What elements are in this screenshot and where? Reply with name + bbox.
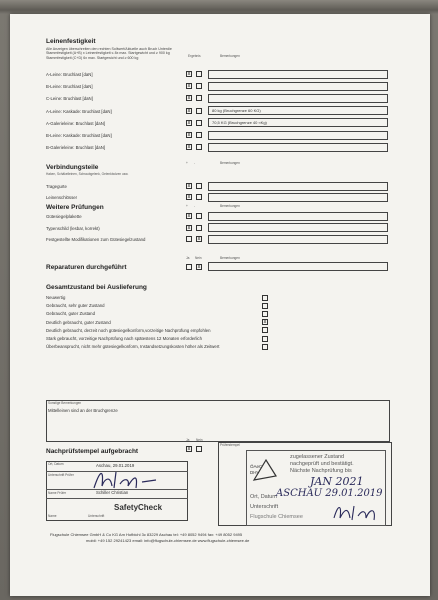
weitere-nok-checkbox[interactable]: x: [197, 236, 201, 242]
leinen-row-checkbox-2[interactable]: [196, 144, 202, 150]
sonstige-bemerkungen-box[interactable]: [46, 400, 390, 442]
stamp-signature: [330, 500, 390, 524]
leinen-row-remark-field[interactable]: [208, 131, 388, 140]
stamp-unterschrift-label: Unterschrift: [250, 504, 279, 510]
stempel-col-nein: Nein: [196, 438, 203, 442]
leinen-row-remark-field[interactable]: [208, 94, 388, 103]
sonstige-bemerkungen-label: Sonstige Bemerkungen: [48, 401, 82, 405]
stempel-ja-checkbox[interactable]: x: [187, 446, 191, 452]
divider: [46, 498, 188, 499]
verbindung-remark-field[interactable]: [208, 182, 388, 191]
leinen-row-label: A-Leine: Kaskade: Bruchlast [daN]: [46, 108, 112, 114]
verbindung-row-label: Leinenschlösser: [46, 195, 78, 200]
reparaturen-col-nein: Nein: [195, 256, 202, 260]
leinen-row-checkbox-2[interactable]: [196, 71, 202, 77]
verbindung-row-label: Tragegurte: [46, 184, 67, 189]
footer-line2: mobil: +49 152 29241423 email: info@flugschule-chiemsee.de www.flugschule-chiemsee.de: [86, 538, 250, 543]
leinen-row-label: B-Galerieleine: Bruchlast [daN]: [46, 145, 105, 151]
weitere-remark-field[interactable]: [208, 223, 388, 232]
verbindung-remark-field[interactable]: [208, 193, 388, 202]
leinen-row-label: A-Galerieleine: Bruchlast [daN]: [46, 120, 105, 126]
stamp-line2: nachgeprüft und bestätigt.: [290, 461, 354, 467]
gesamt-row-checkbox[interactable]: [262, 327, 268, 333]
weitere-row-label: Festgestellte Modifikationen zum Gütesiegelzustand: [46, 237, 146, 242]
reparaturen-col-bemerkungen: Bemerkungen: [220, 256, 240, 260]
col-ergebnis: Ergebnis: [188, 54, 201, 58]
gesamt-row-label: Neuwertig: [46, 295, 66, 300]
name-pruefer-value: Schiller Christian: [96, 490, 129, 495]
name-label: Name: [48, 514, 57, 518]
section-title-verbindungsteile: Verbindungsteile: [46, 164, 99, 171]
inspection-form-sheet: [10, 14, 430, 596]
section-title-gesamtzustand: Gesamtzustand bei Auslieferung: [46, 284, 147, 291]
gesamt-row-checkbox[interactable]: [262, 303, 268, 309]
reparaturen-ja-checkbox[interactable]: [186, 264, 192, 270]
weitere-remark-field[interactable]: [208, 212, 388, 221]
gesamt-row-label: Deutlich gebraucht, guter Zustand: [46, 319, 111, 325]
reparaturen-col-ja: Ja: [186, 256, 190, 260]
section-title-reparaturen: Reparaturen durchgeführt: [46, 264, 127, 271]
unterschrift-pruefer-label: Unterschrift Prüfer: [48, 473, 74, 477]
verbindung-nok-checkbox[interactable]: [196, 194, 202, 200]
leinen-row-remark-field[interactable]: [208, 143, 388, 152]
leinen-row-checkbox[interactable]: x: [187, 83, 191, 90]
leinen-row-checkbox[interactable]: x: [187, 95, 191, 102]
weitere-nok-checkbox[interactable]: [196, 213, 202, 219]
gesamt-row-checkbox[interactable]: [262, 295, 268, 301]
weitere-col-bemerkungen: Bemerkungen: [220, 204, 240, 208]
leinen-row-remark: 80 kg (Bruchgrenze 60 KG): [212, 108, 261, 114]
verbindung-col-ok: +: [186, 161, 188, 165]
footer-line1: Flugschule Chiemsee GmbH & Co KG Am Hofbichl 3c 83229 Aschau tel: +49 8052 9494 fax: +49 8052 9495: [50, 532, 243, 537]
leinen-row-label: B-Leine: Kaskade: Bruchlast [daN]: [46, 133, 112, 138]
verbindung-nok-checkbox[interactable]: [196, 183, 202, 189]
weitere-remark-field[interactable]: [208, 235, 388, 244]
verbindung-col-nok: -: [194, 161, 196, 165]
gesamt-row-label: Gebraucht, guter Zustand: [46, 311, 95, 317]
verbindung-col-bemerkungen: Bemerkungen: [220, 161, 240, 165]
weitere-ok-checkbox[interactable]: [186, 236, 192, 242]
gesamt-row-label: Gebraucht, sehr guter Zustand: [46, 303, 105, 309]
leinen-row-checkbox[interactable]: x: [187, 107, 191, 114]
ort-datum-value: Aschau, 29.01.2019: [96, 463, 135, 468]
gesamt-row-checkbox[interactable]: [262, 336, 268, 342]
weitere-row-label: Typenschild (lesbar, korrekt): [46, 225, 100, 231]
leinen-row-label: A-Leine: Bruchlast [daN]: [46, 72, 93, 77]
ort-datum-label: Ort, Datum: [48, 462, 64, 466]
leinen-row-checkbox-2[interactable]: [196, 132, 202, 138]
col-bemerkungen: Bemerkungen: [220, 54, 240, 58]
weitere-row-label: Gütesiegelplakette: [46, 214, 82, 219]
gesamt-row-label: Stark gebraucht, vorzeitige Nachprüfung nach spätestens 12 Monaten erforderlich: [46, 336, 202, 341]
verbindung-ok-checkbox[interactable]: x: [187, 194, 191, 200]
stamp-line3: Nächste Nachprüfung bis: [290, 468, 352, 474]
gesamt-row-checkbox[interactable]: [262, 344, 268, 350]
leinen-row-remark: 70,5 KG (Bruchgrenze 40 ≈Kg): [212, 120, 267, 126]
weitere-col-nok: -: [194, 204, 196, 208]
reparaturen-remark-field[interactable]: [208, 262, 388, 271]
sonstige-bemerkungen-text: Mittelleinen sind an der Bruchgrenze: [48, 408, 118, 413]
stamp-ort-datum-value: ASCHAU 29.01.2019: [276, 488, 383, 499]
leinen-row-checkbox[interactable]: x: [187, 144, 191, 151]
gesamt-row-label: Deutlich gebraucht, derzeit noch gütesiegelkonform,vorzeitige Nachprüfung empfohlen: [46, 327, 211, 333]
leinen-row-checkbox-2[interactable]: [196, 120, 202, 126]
section-title-nachpruefstempel: Nachprüfstempel aufgebracht: [46, 448, 139, 455]
leinen-row-remark-field[interactable]: [208, 70, 388, 79]
leinen-row-checkbox[interactable]: x: [187, 71, 191, 77]
leinen-row-checkbox-2[interactable]: [196, 83, 202, 89]
stamp-brand-bottom: DHV: [250, 470, 260, 475]
section-title-leinenfestigkeit: Leinenfestigkeit: [46, 38, 96, 45]
prueferstempel-label: Prüferstempel: [220, 443, 240, 447]
stamp-next-date: JAN 2021: [310, 475, 364, 488]
weitere-ok-checkbox[interactable]: x: [187, 224, 191, 231]
weitere-nok-checkbox[interactable]: [196, 225, 202, 231]
leinen-row-checkbox-2[interactable]: [196, 95, 202, 101]
stempel-nein-checkbox[interactable]: [196, 446, 202, 452]
weitere-col-ok: +: [186, 204, 188, 208]
verbindung-ok-checkbox[interactable]: x: [187, 183, 191, 189]
gesamt-row-checkbox[interactable]: x: [263, 319, 267, 326]
gesamt-row-label: Überbeansprucht, nicht mehr gütesiegelkonform, Instandsetzungskosten höher als Zeitwert: [46, 344, 220, 350]
leinen-row-remark-field[interactable]: [208, 82, 388, 91]
verbindung-note: Haken, Schäkelleinen, Schraubgelenk, Gelenkbolzen usw.: [46, 172, 129, 176]
leinen-row-checkbox[interactable]: x: [187, 132, 191, 138]
stamp-ort-datum-label: Ort, Datum: [250, 494, 277, 500]
leinen-row-label: C-Leine: Bruchlast [daN]: [46, 96, 93, 102]
stempel-col-ja: Ja: [186, 438, 190, 442]
leinen-row-checkbox[interactable]: x: [187, 119, 191, 126]
leinen-row-label: B-Leine: Bruchlast [daN]: [46, 84, 93, 90]
safetycheck-logo: SafetyCheck: [114, 503, 163, 512]
section-title-weitere-pruefungen: Weitere Prüfungen: [46, 204, 104, 211]
gesamt-row-checkbox[interactable]: [262, 311, 268, 317]
stamp-footer: Flugschule Chiemsee: [250, 514, 303, 520]
unterschrift-label: Unterschrift: [88, 514, 105, 518]
stamp-line1: zugelassener Zustand: [290, 454, 345, 460]
weitere-ok-checkbox[interactable]: x: [187, 213, 191, 219]
reparaturen-nein-checkbox[interactable]: x: [197, 264, 201, 270]
leinen-note: Alle Anzeigen überschreiten den rechten Sollwert/Aktuelle auch Bruch Unterdie Stammfestigkeit (A+B) x Leinenfestigkeit ≤ 8x max. Startgewicht und ≥ 900 kg Stammfestigkeit (C+D) 6x max. Startgewicht und ≥ 600 kg: [46, 47, 172, 60]
leinen-row-checkbox-2[interactable]: [196, 108, 202, 114]
name-pruefer-label: Name Prüfer: [48, 491, 67, 495]
stamp-brand-top: ÖAeC: [250, 464, 263, 469]
